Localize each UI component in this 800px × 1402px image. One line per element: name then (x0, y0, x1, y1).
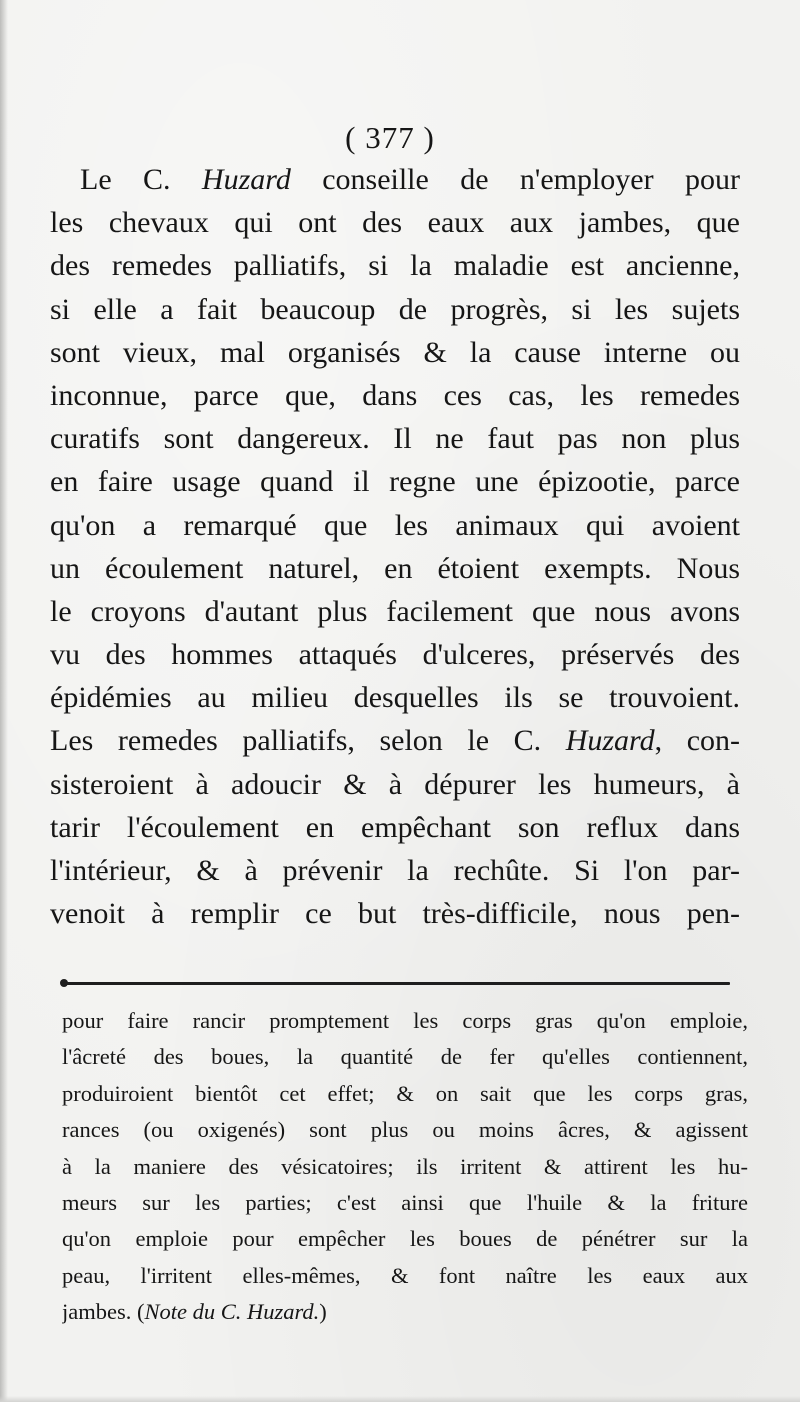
page-number: ( 377 ) (345, 120, 435, 155)
page-edge-shadow (0, 0, 8, 1402)
body-line (50, 504, 740, 547)
text-run: le croyons d'autant plus facilement que nous avons (50, 594, 740, 628)
text-run: inconnue, parce que, dans ces cas, les remedes (50, 378, 740, 412)
text-run: l'intérieur, & à prévenir la rechûte. Si l'on par- (50, 854, 740, 887)
text-run: épidémies au milieu desquelles ils se trouvoient. (50, 681, 740, 715)
text-run: sisteroient à adoucir & à dépurer les humeurs, à (50, 767, 740, 801)
text-run: Le C. (80, 163, 202, 196)
body-line (50, 676, 740, 719)
body-line (50, 460, 740, 503)
text-run: peau, l'irritent elles-mêmes, & font naître les eaux aux (62, 1262, 748, 1288)
text-run: des remedes palliatifs, si la maladie est ancienne, (50, 249, 740, 283)
body-line (50, 547, 740, 590)
footnote-line (62, 1185, 748, 1221)
text-run: , con- (654, 724, 740, 758)
text-run: rances (ou oxigenés) sont plus ou moins âcres, & agissent (62, 1117, 748, 1143)
footnote-rule (62, 982, 730, 985)
body-line (50, 417, 740, 460)
text-run: à la maniere des vésicatoires; ils irritent & attirent les hu- (62, 1153, 748, 1179)
footnote-line (62, 1039, 748, 1075)
body-line (50, 633, 740, 676)
text-run: vu des hommes attaqués d'ulceres, préservés des (50, 638, 740, 672)
footnote-line (62, 1112, 748, 1148)
body-line (50, 849, 740, 892)
body-line (50, 288, 740, 331)
text-run: tarir l'écoulement en empêchant son reflux dans (50, 810, 740, 844)
footnote-line (62, 1221, 748, 1257)
footnote-line (62, 1258, 748, 1294)
footnote-line (62, 1076, 748, 1112)
text-run: l'âcreté des boues, la quantité de fer qu'elles contiennent, (62, 1044, 748, 1070)
italic-run: Note du C. Huzard. (144, 1299, 320, 1325)
text-run: produiroient bientôt cet effet; & on sait que les corps gras, (62, 1080, 748, 1106)
body-line (50, 719, 740, 762)
text-run: en faire usage quand il regne une épizootie, parce (50, 465, 740, 499)
body-line (50, 158, 740, 201)
footnote-line (62, 1294, 748, 1330)
text-run: sont vieux, mal organisés & la cause interne ou (50, 335, 740, 369)
body-line (50, 331, 740, 374)
italic-run: Huzard (201, 163, 291, 196)
text-run: jambes. ( (62, 1299, 145, 1325)
body-line (50, 806, 740, 849)
footnote-line (62, 1003, 748, 1039)
body-line (50, 374, 740, 417)
footnote-line (62, 1149, 748, 1185)
text-run: les chevaux qui ont des eaux aux jambes, que (50, 206, 740, 240)
text-run: curatifs sont dangereux. Il ne faut pas non plus (50, 422, 740, 456)
body-line (50, 892, 740, 935)
text-run: si elle a fait beaucoup de progrès, si les sujets (50, 292, 740, 326)
body-line (50, 201, 740, 244)
footnote (62, 1003, 748, 1331)
text-run: venoit à remplir ce but très-difficile, nous pen- (50, 897, 740, 931)
body-line (50, 590, 740, 633)
text-run: conseille de n'employer pour (290, 163, 740, 196)
body-line (50, 763, 740, 806)
text-run: Les remedes palliatifs, selon le C. (50, 724, 566, 758)
italic-run: Huzard (565, 724, 655, 758)
text-run: meurs sur les parties; c'est ainsi que l'huile & la friture (62, 1189, 748, 1215)
text-run: qu'on emploie pour empêcher les boues de pénétrer sur la (62, 1226, 748, 1252)
body-line (50, 244, 740, 287)
page-edge-bottom (0, 1396, 800, 1402)
text-run: ) (319, 1299, 327, 1325)
main-text (50, 158, 740, 935)
text-run: un écoulement naturel, en étoient exempts. Nous (50, 551, 740, 585)
text-run: pour faire rancir promptement les corps gras qu'on emploie, (62, 1008, 748, 1033)
text-run: qu'on a remarqué que les animaux qui avoient (50, 508, 740, 542)
